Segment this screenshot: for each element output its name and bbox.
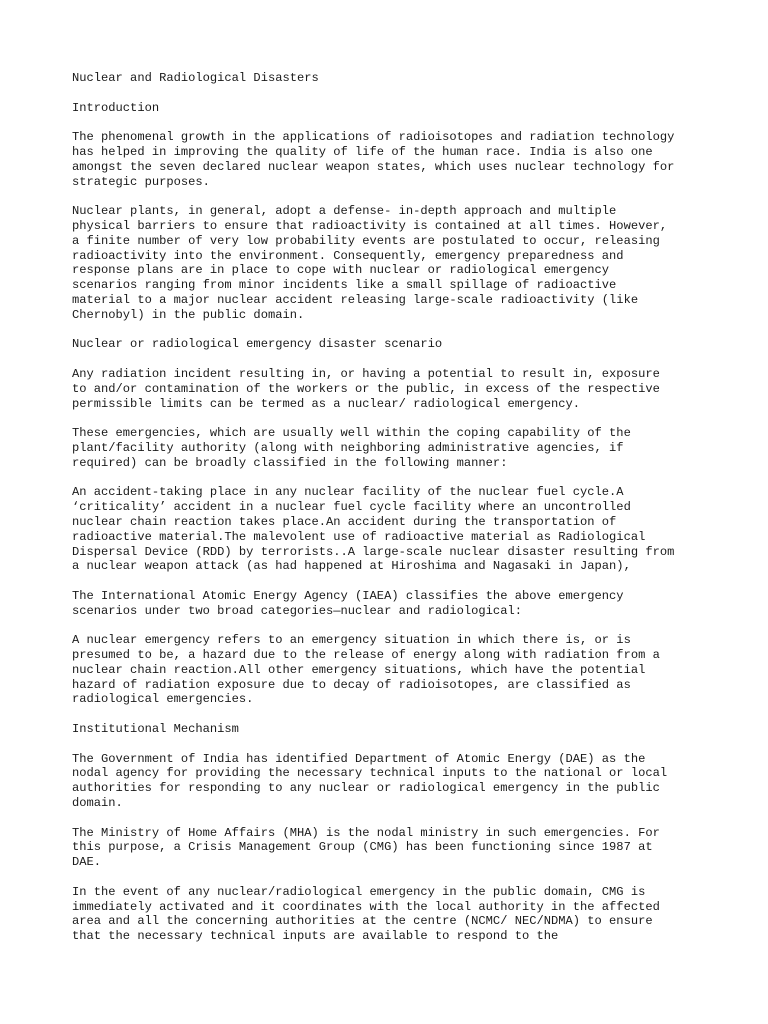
paragraph: Any radiation incident resulting in, or having a potential to result in, exposure to and/or contamination of the workers or the public, in excess of the respective permissible limits can be termed as a nuclear/ radiological emergency. [72,366,660,411]
paragraph: A nuclear emergency refers to an emergency situation in which there is, or is presumed to be, a hazard due to the release of energy along with radiation from a nuclear chain reaction.All other emergency situations, which have the potential hazard of radiation exposure due to decay of radioisotopes, are classified as radiological emergencies. [72,633,660,707]
section-heading-scenario: Nuclear or radiological emergency disaster scenario [72,337,443,352]
section-heading-institutional-mechanism: Institutional Mechanism [72,722,239,737]
section-heading-introduction: Introduction [72,100,160,115]
paragraph: An accident-taking place in any nuclear facility of the nuclear fuel cycle.A ‘criticality’ accident in a nuclear fuel cycle facility where an uncontrolled nuclear chain reaction takes place.An accident during the transportation of radioactive material.The malevolent use of radioactive material as Radiological Dispersal Device (RDD) by terrorists..A large-scale nuclear disaster resulting from a nuclear weapon attack (as had happened at Hiroshima and Nagasaki in Japan), [72,485,675,574]
document-body [72,71,702,959]
paragraph: The phenomenal growth in the applications of radioisotopes and radiation technology has helped in improving the quality of life of the human race. India is also one amongst the seven declared nuclear weapon states, which uses nuclear technology for strategic purposes. [72,130,675,189]
document-title: Nuclear and Radiological Disasters [72,71,319,85]
paragraph: The International Atomic Energy Agency (IAEA) classifies the above emergency scenarios under two broad categories—nuclear and radiological: [72,588,624,618]
paragraph: In the event of any nuclear/radiological emergency in the public domain, CMG is immediately activated and it coordinates with the local authority in the affected area and all the concerning authorities at the centre (NCMC/ NEC/NDMA) to ensure that the necessary technical inputs are available to respond to the [72,884,660,944]
paragraph: The Ministry of Home Affairs (MHA) is the nodal ministry in such emergencies. For this purpose, a Crisis Management Group (CMG) has been functioning since 1987 at DAE. [72,825,660,870]
paragraph: The Government of India has identified Department of Atomic Energy (DAE) as the nodal agency for providing the necessary technical inputs to the national or local authorities for responding to any nuclear or radiological emergency in the public domain. [72,751,668,811]
paragraph: Nuclear plants, in general, adopt a defense- in-depth approach and multiple physical barriers to ensure that radioactivity is contained at all times. However, a finite number of very low probability events are postulated to occur, releasing radioactivity into the environment. Consequently, emergency preparedness and response plans are in place to cope with nuclear or radiological emergency scenarios ranging from minor incidents like a small spillage of radioactive material to a major nuclear accident releasing large-scale radioactivity (like Chernobyl) in the public domain. [72,204,668,322]
paragraph: These emergencies, which are usually well within the coping capability of the plant/facility authority (along with neighboring administrative agencies, if required) can be broadly classified in the following manner: [72,426,631,470]
